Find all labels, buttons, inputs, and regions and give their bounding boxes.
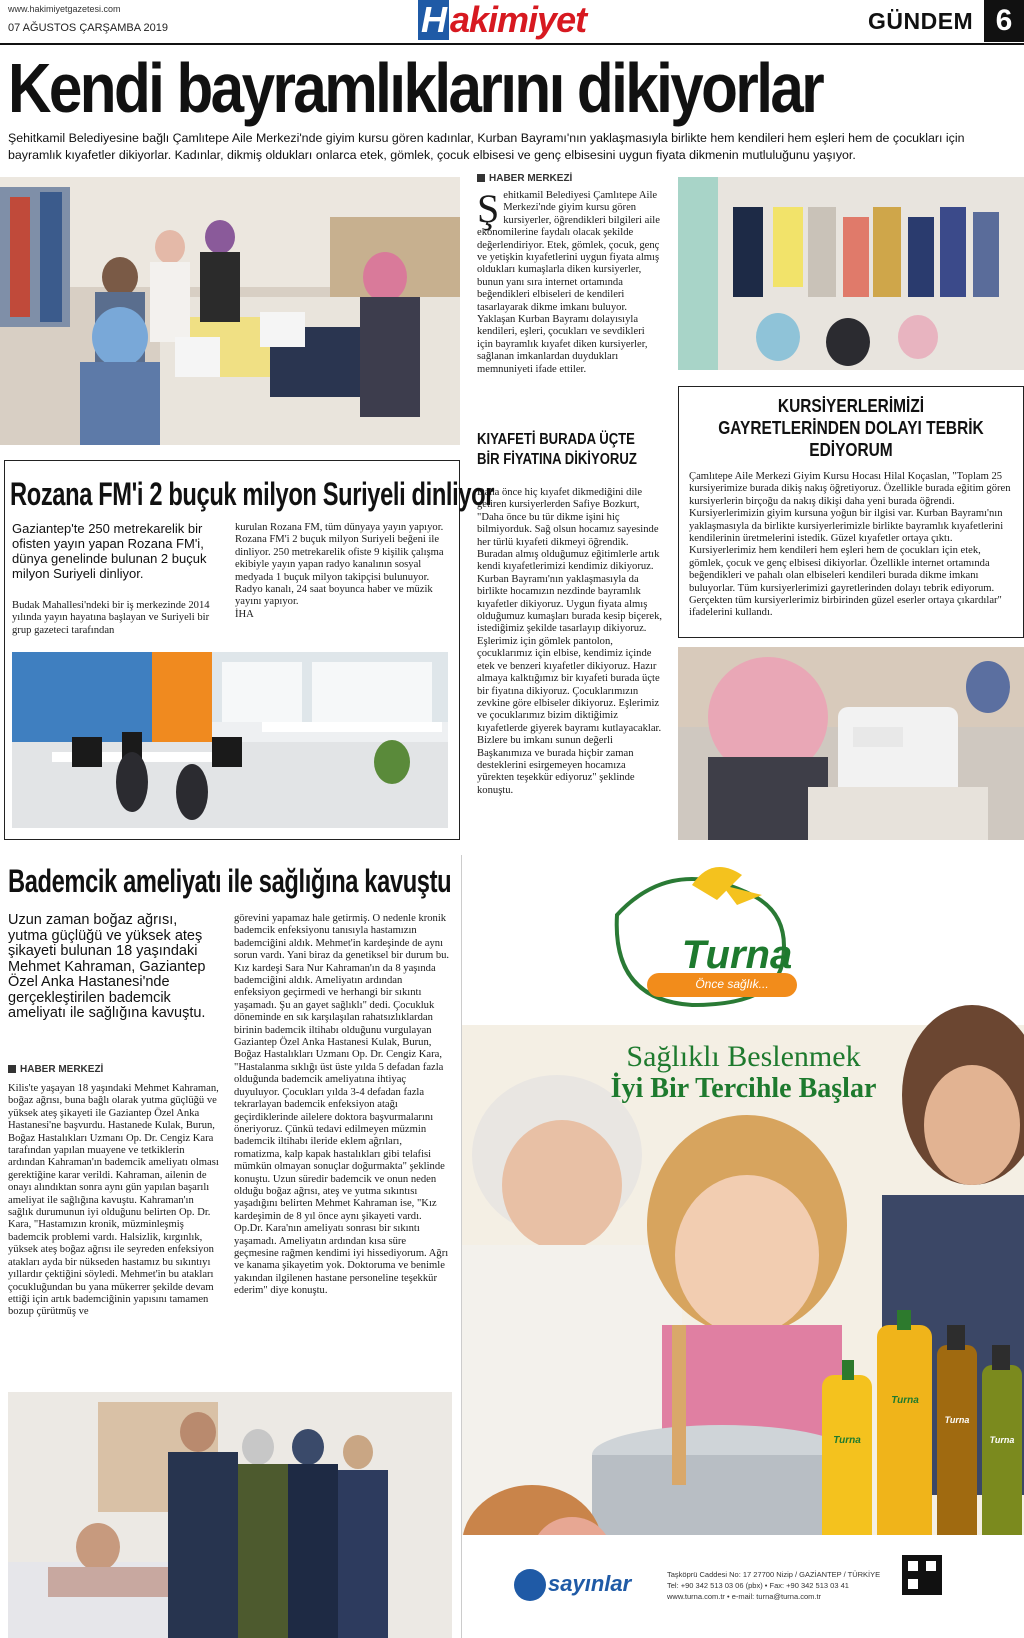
site-url[interactable]: www.hakimiyetgazetesi.com	[8, 4, 121, 14]
page-number: 6	[984, 0, 1024, 42]
rozana-body-1: Budak Mahallesi'ndeki bir iş merkezinde 2014 yılında yayın hayatına başlayan ve Suriyeli bir grup gazeteci tarafından	[12, 600, 210, 636]
logo-h: H	[418, 0, 449, 40]
bademcik-body-2: görevini yapamaz hale getirmiş. O nedenle kronik bademcik enfeksiyonu tanısıyla hastamızın bademciğini aldık. Mehmet'in kardeşinde de aynı sorun vardı. Yani biraz da genetiksel bir durum bu. Kız kardeşi Sara Nur Kahraman'ın da 8 yaşında bademciğini aldık. Ameliyatın ardından enfeksiyon geçirmedi ve herhangi bir sıkıntı yaşamadı. Şu an gayet sağlıklı" dedi. Çocukluk döneminde en sık karşılaşılan rahatsızlıklardan birinin bademcik iltihabı olduğunu vurgulayan Gaziantep Özel Anka Hastanesi Kulak, Burun, Boğaz Hastalıkları Uzmanı Op. Dr. Cengiz Kara, "Hastalanma sıklığı üst üste yılda 5 defadan fazla olduğunda bademcik ameliyatına ihtiyaç duyuluyor. Çocukları yılda 3-4 defadan fazla tekrarlayan bademcik enfeksiyon atağı geçirdiklerinde ailelere doktora başvurmalarını öneriyoruz. Çünkü tedavi edilmeyen müzmin bademcik iltihabı ileride eklem ağrıları, romatizma, kalp kapak hastalıkları gibi telafisi mümkün olmayan sonuçlar doğurmakta" şeklinde konuştu. Uzun süredir bademcik ve onun neden olduğu boğaz ağrısı, ateş ve yutma sıkıntısı yaşadığını belirten Mehmet Kahraman ise, "Kız kardeşimin de 8 yıl önce aynı şikayeti vardı. Op.Dr. Kara'nın ameliyatı sonrası bir sıkıntı yaşamadı. Ameliyatın ardından kısa süre geçmesine rağmen kendimi iyi hissediyorum. Ağrı ve kanama şikayetim yok. Doktoruma ve benimle yakından ilgilenen hastane personeline teşekkür ederim" diye konuştu.	[234, 913, 450, 1297]
main-body-1-text: ehitkamil Belediyesi Çamlıtepe Aile Merkezi'nde giyim kursu gören kursiyerler, öğrendikleri bilgileri aile ekonomilerine faydalı olacak şekilde değerlendiriyor. Etek, gömlek, çocuk, genç ve yetişkin kıyafetlerini uygun fiyata almış oldukları kumaşlarla diken kursiyerler, bunun yanı sıra internet ortamında beğendikleri elbiseleri de kendileri tasarlayarak dikme imkanı buluyor. Yaklaşan Kurban Bayramı dolayısıyla kendileri, eşleri, çocukları ve sevdikleri için bayramlık kıyafet diken kursiyerler, sağlanan imkanlardan duydukları memnuniyeti ifade ettiler.	[477, 190, 660, 375]
main-body-1	[477, 186, 663, 376]
dropcap: Ş	[477, 186, 500, 231]
issue-date: 07 AĞUSTOS ÇARŞAMBA 2019	[8, 22, 168, 34]
quote-box	[678, 386, 1024, 638]
main-headline: Kendi bayramlıklarını dikiyorlar	[8, 49, 823, 127]
ad-phone: Tel: +90 342 513 03 06 (pbx) • Fax: +90 342 513 03 41	[667, 1581, 849, 1590]
header-rule	[0, 43, 1024, 45]
quote-box-title: KURSİYERLERİMİZİ GAYRETLERİNDEN DOLAYI TEBRİK EDİYORUM	[718, 396, 984, 460]
ad-contact	[667, 1569, 897, 1602]
logo-rest: akimiyet	[450, 0, 587, 40]
bademcik-lead: Uzun zaman boğaz ağrısı, yutma güçlüğü ve yüksek ateş şikayeti bulunan 18 yaşındaki Mehmet Kahraman, Gaziantep Özel Anka Hastanesi'nde gerçekleştirilen bademcik ameliyatı ile sağlığına kavuştu.	[8, 912, 206, 1021]
ad-web[interactable]: www.turna.com.tr • e-mail: turna@turna.com.tr	[667, 1592, 822, 1601]
turna-advertisement[interactable]	[461, 855, 1024, 1638]
bottle-label: Turna	[891, 1395, 919, 1406]
rozana-body-2-text: kurulan Rozana FM, tüm dünyaya yayın yapıyor. Rozana FM'i 2 buçuk milyon Suriyeli beğeni ile dinliyor. 250 metrekarelik ofiste 9 kişilik çalışma ekibiyle yayın yapan radyo kanalının sosyal medyada 1 buçuk milyon takipçisi bulunuyor. Radyo kanalı, 24 saat boyunca haber ve müzik yayını yapıyor.	[235, 522, 444, 608]
masthead-logo	[418, 0, 608, 40]
ad-slogan-1: Sağlıklı Beslenmek	[626, 1040, 861, 1073]
ad-company-logo: sayınlar	[548, 1571, 632, 1596]
photo-radio-office	[12, 652, 448, 828]
bottle-label: Turna	[833, 1435, 861, 1446]
rozana-body-2	[235, 522, 447, 621]
main-spot: Şehitkamil Belediyesine bağlı Çamlıtepe Aile Merkezi'nde giyim kursu gören kadınlar, Kurban Bayramı'nın yaklaşmasıyla birlikte hem kendileri hem eşleri hem de çocukları için bayramlık kıyafetler dikiyorlar. Kadınlar, dikmiş oldukları onlarca etek, gömlek, çocuk elbisesi ve genç elbisesini uygun fiyata dikmenin mutluluğunu yaşıyor.	[8, 131, 965, 162]
photo-sewing-machine	[678, 647, 1024, 840]
ad-slogan-2: İyi Bir Tercihle Başlar	[610, 1073, 877, 1104]
ad-address: Taşköprü Caddesi No: 17 27700 Nizip / GAZİANTEP / TÜRKİYE	[667, 1570, 881, 1579]
photo-dresses-wall	[678, 177, 1024, 370]
bottle-label: Turna	[989, 1435, 1015, 1445]
section-name: GÜNDEM	[868, 8, 974, 34]
main-subhead: KIYAFETİ BURADA ÜÇTE BİR FİYATINA DİKİYORUZ	[477, 431, 637, 468]
ad-tagline: Önce sağlık...	[695, 977, 769, 991]
rozana-headline: Rozana FM'i 2 buçuk milyon Suriyeli dinliyor	[10, 476, 495, 512]
bademcik-byline: HABER MERKEZİ	[8, 1064, 103, 1075]
bottle-label: Turna	[944, 1415, 970, 1425]
bademcik-body-1: Kilis'te yaşayan 18 yaşındaki Mehmet Kahraman, boğaz ağrısı, buna bağlı olarak yutma güçlüğü ve yüksek ateş şikayeti ile Gaziantep Özel Anka Hastanesi'ne başvurdu. Hastanede Kulak, Burun, Boğaz Hastalıkları Uzmanı Op. Dr. Cengiz Kara tarafından yapılan muayene ve tetkiklerin ardından Kahraman'ın bademcik ameliyatı olması gerektiğine karar verildi. Kahraman, ailenin de onayı alındıktan sonra aynı gün yapılan başarılı ameliyat ile sağlığına kavuştu. Kahraman'ın sağlık durumunun iyi olduğunu belirten Op. Dr. Kara, "Hastamızın kronik, müzminleşmiş bademcik problemi vardı. Halsizlik, kırgınlık, yüksek ateş boğaz ağrısı ile seyreden enfeksiyon atakları ayda bir nükseden hastamız bu sıkıntıyı yıllardır çektiğini söyledi. Mehmet'in bu atakları çocukluğundan bu yana mükerrer şekilde devam ettiği için artık bademciğinin yapısını tamamen bozup çürütmüş ve	[8, 1083, 219, 1318]
quote-box-body: Çamlıtepe Aile Merkezi Giyim Kursu Hocası Hilal Koçaslan, "Toplam 25 kursiyerimize burada dikiş nakış öğretiyoruz. Özellikle burada eğitim gören kursiyerlerin birçoğu da nakış dikişi daha yeni burada öğrendi. Kursiyerlerimizin giyim kursuna yoğun bir ilgisi var. Kurban Bayramı'nın yaklaşmasıyla da birlikte kursiyerlerimizle birlikte bayramlık kıyafetlerini kendilerinin üretmelerini istedik. Güzel kıyafetler ortaya çıktı. Kursiyerlerimiz hem kendileri hem eşleri hem de çocukları için etek, gömlek, çocuk ve genç elbisesi dikiyorlar. Özellikle internet ortamında beğendikleri ve pahalı olan elbiseleri kendileri burada dikme imkanı buluyorlar. Tüm kursiyerlerimizi gayretlerinden dolayı tebrik ediyorum. Gerçekten tüm kursiyerlerimiz birbirinden güzel eserler ortaya çıkardılar" ifadelerini kullandı.	[689, 471, 1011, 619]
rozana-lead: Gaziantep'te 250 metrekarelik bir ofisten yayın yapan Rozana FM'i, dünya genelinde bulunan 2 buçuk milyon Suriyeli dinliyor.	[12, 521, 207, 581]
rozana-source: İHA	[235, 608, 254, 620]
main-byline: HABER MERKEZİ	[477, 173, 572, 184]
bademcik-headline: Bademcik ameliyatı ile sağlığına kavuştu	[8, 863, 452, 899]
main-body-2: Daha önce hiç kıyafet dikmediğini dile getiren kursiyerlerden Safiye Bozkurt, "Daha önce bu tür dikme işini hiç bilmiyorduk. Sağ olsun hocamız sayesinde her türlü kıyafeti dikmeyi öğrendik. Buradan almış olduğumuz eğitimlerle artık kendi kıyafetlerimizi kendimiz dikiyoruz. Kurban Bayramı'nın yaklaşmasıyla da birlikte hocamızın nezdinde bayramlık kıyafetler dikiyoruz. Uygun fiyata almış olduğumuz kumaşları burada kesip biçerek, istediğimiz şekilde tasarlayıp dikiyoruz. Eşlerimiz için gömlek pantolon, çocuklarımız için elbise, kendimiz içinde etek ve benzeri kıyafetler dikiyoruz. Hazır almaya kalktığımız bir kıyafeti burada üçte bir fiyatına dikiyoruz. Çocuklarımızın zevkine göre elbiseler dikiyoruz. Eşlerimiz ve çocuklarımız bizim diktiğimiz kıyafetlerde giyerek bayramı kutlayacaklar. Bizlere bu imkanı sunun değerli Başkanımıza ve burada hiçbir zaman desteklerini esirgemeyen hocamıza yürekten teşekkür ediyoruz" şeklinde konuştu.	[477, 487, 663, 796]
ad-brand: Turna	[681, 933, 793, 977]
photo-hospital	[8, 1392, 452, 1638]
photo-sewing-class	[0, 177, 460, 445]
